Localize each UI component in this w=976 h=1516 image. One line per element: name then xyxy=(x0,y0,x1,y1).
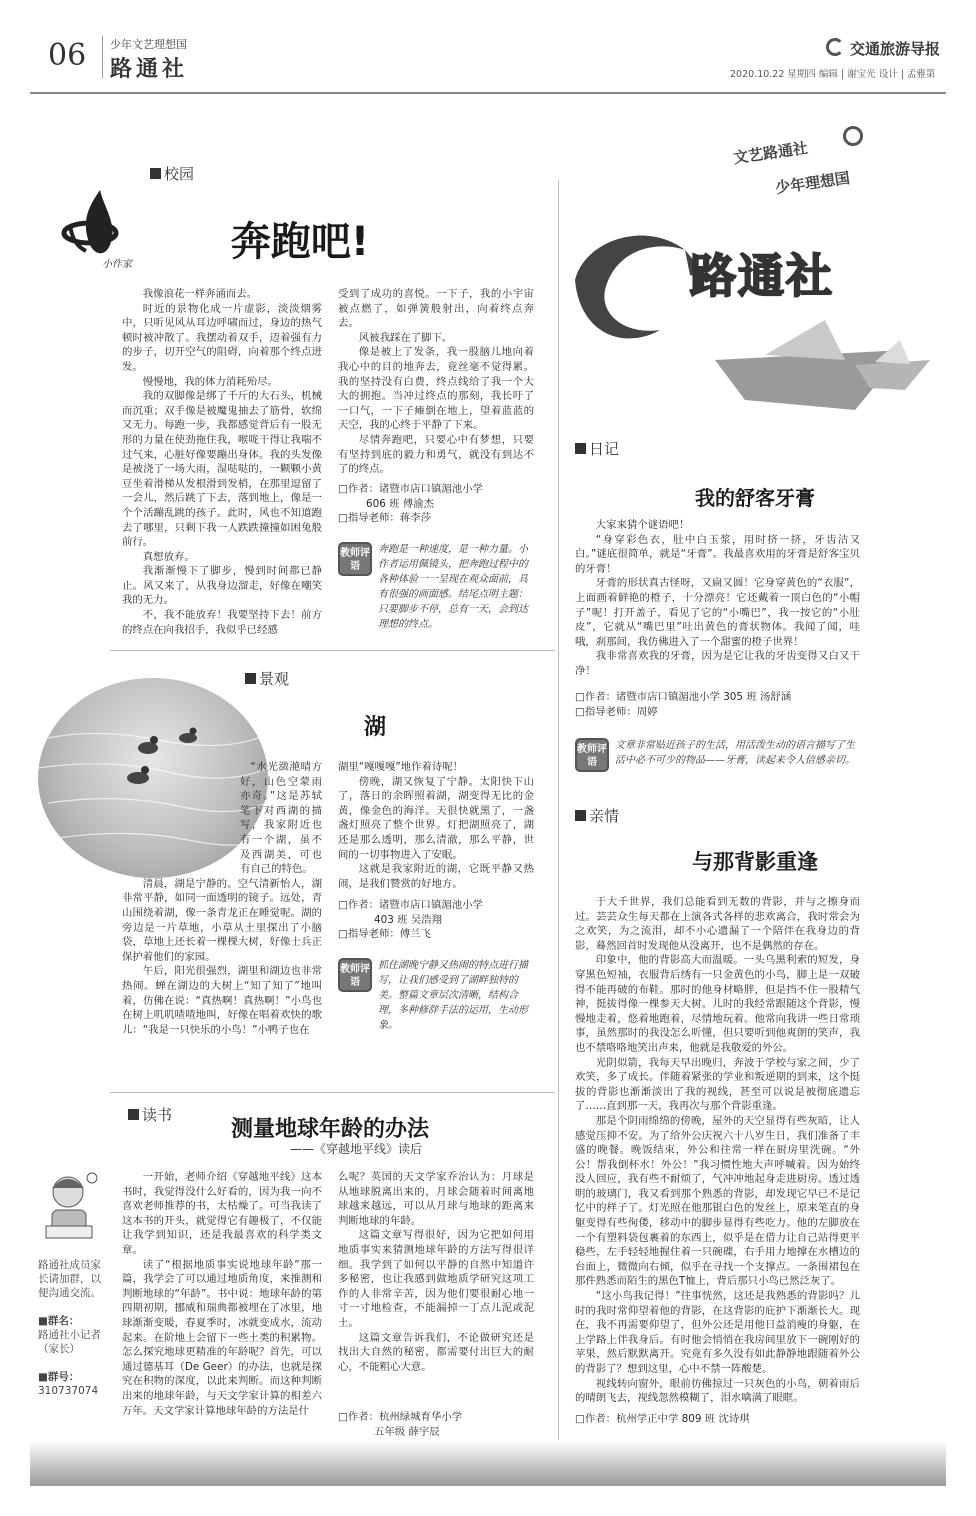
page-header xyxy=(30,30,946,90)
author-logo xyxy=(60,185,140,280)
header-rule xyxy=(30,92,946,94)
lake-comment xyxy=(338,958,534,1033)
paragraph: 我像浪花一样奔涌而去。 xyxy=(142,288,258,300)
section-tag-family: 亲情 xyxy=(575,805,619,826)
paragraph: 我的双脚像是绑了千斤的大石头，机械而沉重；双手像是被魔鬼抽去了筋骨，软绵又无力。每跑一步，我都感觉背后有一股无形的力量在使劲拖住我，喉咙干得让我喘不过气来，心脏好像要蹦出身体。我的头发像是被浇了一场大雨，湿哒哒的，一颗颗小黄豆坐着滑梯从发根滑到发梢，在那里逗留了一会儿，然后跳了下去，落到地上，像是一个个活蹦乱跳的孩子。此时，风也不知道跑去了哪里，只剩下我一人跌跌撞撞如困兔般前行。 xyxy=(122,390,322,549)
paragraph: 那是个阴雨绵绵的傍晚，屋外的天空显得有些灰暗，让人感觉压抑不安。为了给外公庆祝六十八岁生日，我们准备了丰盛的晚餐。晚饭结束，外公和往常一样在厨房里洗碗。“外公！帮我倒杯水！外公！”我习惯性地大声呼喊着。因为始终没人回应，我有些不耐烦了，气冲冲地起身走进厨房。透过透明的玻璃门，我又看到那个熟悉的背影，却发现它早已不是记忆中的样子了。灯光照在他那银白色的发丝上，原来笔直的身躯变得有些佝偻，移动中的脚步显得有些吃力。他的左脚放在一个有塑料袋包裹着的东西上，似乎是在借力让自己站得更平稳些，左手轻轻地握住着一只碗碟，右手用力地撑在水槽边的台面上，微微向右倾，似乎在寻找一个支撑点。一条围裙包在那件熟悉而陌生的黑色T恤上，背后那只小鸟已然泛灰了。 xyxy=(575,1114,860,1288)
campus-col2 xyxy=(338,287,534,476)
paragraph: 这就是我家附近的湖，它既平静又热闹，是我们赞赏的好地方。 xyxy=(338,863,534,890)
brush-logo-icon xyxy=(60,185,140,265)
paragraph: 这篇文章写得很好，因为它把如何用地质事实来猜测地球年龄的方法写得很详细。我学到了如何以平静的自然中知道许多秘密，也让我感到做地质学研究这项工作的人非常辛苦，因为他们要很耐心地一寸一寸地检查，不能漏掉一丁点儿泥或泥土。 xyxy=(338,1229,534,1329)
teacher-comment-badge: 教师评语 xyxy=(338,958,372,992)
header-divider xyxy=(102,36,103,78)
paragraph: 牙膏的形状真古怪呀，又扁又圆！它身穿黄色的“衣服”，上面画着鲜艳的橙子，十分漂亮！它还戴着一顶白色的“小帽子”呢！打开盖子，看见了它的“小嘴巴”，我一按它的“小肚皮”，它就从“嘴巴里”吐出黄色的膏状物体。我闻了闻，哇哦，刹那间，我仿佛进入了一个甜蜜的橙子世界！ xyxy=(575,577,860,648)
paragraph: 真想放弃。 xyxy=(142,550,195,563)
group-no: 310737074 xyxy=(38,1385,99,1397)
author-class: 403 班 吴浩翔 xyxy=(374,913,443,926)
magnifier-icon xyxy=(843,126,863,146)
lake-col1 xyxy=(122,760,322,1086)
reading-subtitle: ——《穿越地平线》读后 xyxy=(290,1142,423,1156)
author-class: 606 班 傅渝杰 xyxy=(366,497,435,510)
footer-band xyxy=(30,1440,946,1486)
brand-area xyxy=(565,120,945,440)
diary-body xyxy=(575,518,860,678)
paper-logo-icon xyxy=(826,38,844,56)
campus-title: 奔跑吧! xyxy=(230,219,370,265)
family-body xyxy=(575,895,860,1405)
reading-illustration xyxy=(40,1168,102,1248)
paragraph: 不，我不能放弃！我要坚持下去！前方的终点在向我招手，我似乎已经感 xyxy=(122,609,322,636)
lake-title: 湖 xyxy=(363,715,386,740)
paragraph: 我渐渐慢下了脚步，慢到时间都已静止。风又来了，从我身边溜走，好像在嘲笑我的无力。 xyxy=(122,565,322,607)
paragraph: 慢慢地，我的体力消耗殆尽。 xyxy=(142,375,278,388)
author-line: □作者：诸暨市店口镇湄池小学 305 班 汤舒涵 xyxy=(575,691,792,703)
paragraph: 大家来猜个谜语吧！ xyxy=(595,519,690,531)
section-rule-2 xyxy=(110,1092,555,1093)
paragraph: 么呢？英国的天文学家乔治认为：月球是从地球脱离出来的，月球会随着时间离地球越来越远，可以从月球与地球的距离来判断地球的年龄。 xyxy=(338,1171,534,1227)
paragraph: 风被我踩在了脚下。 xyxy=(358,331,453,344)
paragraph: 这篇文章告诉我们，不论做研究还是找出大自然的秘密，都需要付出巨大的耐心，不能粗心大意。 xyxy=(338,1331,534,1373)
brand-big: 路通社 xyxy=(690,249,834,303)
comment-text: 奔跑是一种速度，是一种力量。小作者运用佩镜头，把奔跑过程中的各种体验一一呈现在观众面前，具有很强的画面感。结尾点明主题：只要脚步不停，总有一天，会到达理想的终点。 xyxy=(378,544,528,630)
header-kicker: 少年文艺理想国 xyxy=(110,38,187,51)
paragraph: 像是被上了发条，我一股脑儿地向着我心中的目的地奔去，竟丝毫不觉得累。我的坚持没有白费，终点线给了我一个大大的拥抱。当冲过终点的那刻，我长吁了一口气，一下子瘫倒在地上，望着蓝蓝的天空，我的心终于平静了下来。 xyxy=(338,346,534,432)
sidebar-intro: 路通社成员家长请加群，以便沟通交流。 xyxy=(38,1259,101,1299)
paper-name: 交通旅游导报 xyxy=(850,40,941,58)
paragraph: “身穿彩色衣，肚中白玉浆，用时挤一挤，牙齿洁又白。”谜底很简单，就是“牙膏”。我最喜欢用的牙膏是舒客宝贝的牙膏！ xyxy=(575,533,860,575)
paragraph: 一开始，老师介绍《穿越地平线》这本书时，我觉得没什么好看的，因为我一向不喜欢老师推荐的书，太枯燥了。可当我读了这本书的开头，就觉得它有趣极了，不仅能让我学到知识，还是我最喜欢的科学类文章。 xyxy=(122,1171,322,1256)
teacher-comment-badge: 教师评语 xyxy=(575,738,609,772)
reading-title: 测量地球年龄的办法 xyxy=(230,1117,429,1142)
author-class: 五年级 薛宇辰 xyxy=(374,1425,440,1438)
teacher-line: □指导老师：周婷 xyxy=(575,705,658,718)
paragraph: 视线转向窗外，眼前仿佛掠过一只灰色的小鸟，朝着雨后的晴朗飞去，视线忽然模糊了，泪水噙满了眼眶。 xyxy=(575,1377,860,1405)
paragraph: 清晨，湖是宁静的。空气清新怡人，湖非常平静，如同一面透明的镜子。远处，青山围绕着湖，像一条青龙正在睡觉呢。湖的旁边是一片草地，小草从土里探出了小脑袋，草地上还长着一棵棵大树，好像士兵正保护着他们的家园。 xyxy=(122,877,322,963)
paragraph: 时近的景物化成一片虚影，淡淡烟雾中，只听见风从耳边呼啸而过，身边的热气顿时被冲散了。我摆动着双手，迈着强有力的步子，切开空气的阻碍，向着那个终点迸发。 xyxy=(122,302,322,373)
column-rule xyxy=(558,180,559,1460)
diary-title: 我的舒客牙膏 xyxy=(695,486,815,510)
diary-comment xyxy=(575,738,860,772)
paragraph: 湖里“嘎嘎嘎”地作着诗呢！ xyxy=(338,761,464,773)
reading-col1 xyxy=(122,1170,322,1460)
reading-col2 xyxy=(338,1170,534,1375)
girl-reading-icon xyxy=(40,1168,102,1248)
comment-text: 抓住湖晚宁静又热闹的特点进行描写，让我们感受到了湖畔独特的美。整篇文章层次清晰，结构合理，多种修辞手法的运用，生动形象。 xyxy=(378,960,528,1031)
qq-group-sidebar xyxy=(38,1258,102,1398)
paragraph: 我非常喜欢我的牙膏，因为是它让我的牙齿变得又白又干净！ xyxy=(575,650,860,677)
teacher-line: □指导老师：傅兰飞 xyxy=(338,928,431,941)
group-name: 路通社小记者（家长） xyxy=(38,1329,101,1355)
brand-line2: 少年理想国 xyxy=(774,168,851,198)
lake-byline xyxy=(338,898,534,942)
group-no-label: ■群号： xyxy=(38,1371,80,1383)
paragraph: 尽情奔跑吧，只要心中有梦想，只要有坚持到底的毅力和勇气，就没有到达不了的终点。 xyxy=(338,433,534,476)
family-title: 与那背影重逢 xyxy=(692,850,818,874)
section-rule-1 xyxy=(110,650,555,651)
teacher-comment-badge: 教师评语 xyxy=(338,542,372,576)
paragraph: “水光潋滟晴方好，山色空蒙雨亦奇。”这是苏轼笔下对西湖的描写，我家附近也有一个湖，虽不及西湖美，可也有自己的特色。 xyxy=(240,761,322,876)
brand-line1: 文艺路通社 xyxy=(732,138,809,168)
section-tag-scenery: 景观 xyxy=(245,668,289,689)
paragraph: 光阴似箭，我每天早出晚归，奔波于学校与家之间，少了欢笑，多了成长。伴随着紧张的学业和叛逆期的到来，这个挺拔的背影也渐渐淡出了我的视线，甚至可以说是被彻底遗忘了……直到那一天，我再次与那个背影重逢。 xyxy=(575,1056,860,1113)
author-line: □作者：杭州绿城育华小学 xyxy=(338,1411,463,1423)
paragraph: 印象中，他的背影高大而温暖。一头乌黑利索的短发，身穿黑色短袖，衣服背后绣有一只金黄色的小鸟，脚上是一双破得不能再破的布鞋。那时的他身材略胖，但是挡不住一股精气神，挺拔得像一棵参天大树。儿时的我经常跟随这个背影，慢慢地走着，悠着地跑着，尽情地玩着。他常向我讲一些日常琐事，虽然那时的我没怎么听懂，但只要听到他爽朗的笑声，我也不禁咯咯地笑出声来，他就是我敬爱的外公。 xyxy=(575,954,860,1054)
author-line: □作者：杭州学正中学 809 班 沈诗琪 xyxy=(575,1413,750,1425)
campus-comment xyxy=(338,542,534,632)
teacher-line: □指导老师：蒋李莎 xyxy=(338,512,431,525)
paragraph: 傍晚，湖又恢复了宁静。太阳快下山了，落日的余晖照着湖，湖变得无比的金黄，像金色的海洋。天很快就黑了，一盏盏灯照亮了整个世界。灯把湖照亮了，湖还是那么透明，那么清澈，那么平静，世间的一切事物进入了安眠。 xyxy=(338,775,534,861)
campus-byline xyxy=(338,482,534,526)
logo-caption: 小作家 xyxy=(102,259,132,270)
section-tag-campus: 校园 xyxy=(150,163,194,184)
paragraph: 午后，阳光很强烈，湖里和湖边也非常热闹。蝉在湖边的大树上“知了知了”地叫着，仿佛在说：“真热啊！真热啊！”小鸟也在树上叽叽喳喳地叫，好像在唱着欢快的歌儿：“我是一只快乐的小鸟！”小鸭子也在 xyxy=(122,965,322,1036)
section-tag-diary: 日记 xyxy=(575,438,619,459)
comment-text: 文章非常贴近孩子的生活，用活泼生动的语言描写了生活中必不可少的物品——牙膏，读起来令人倍感亲切。 xyxy=(615,740,855,766)
paper-boats-icon xyxy=(705,320,935,420)
lake-col2 xyxy=(338,760,534,890)
author-line: □作者：诸暨市店口镇湄池小学 xyxy=(338,483,483,495)
section-tag-reading: 读书 xyxy=(128,1104,172,1125)
paragraph: 于大千世界，我们总能看到无数的背影，并与之擦身而过。芸芸众生每天都在上演各式各样的悲欢离合，我时常会为之欢笑，为之流泪，却不小心遗漏了一个陪伴在我身边的背影，蓦然回首时发现他从没离开，也不是偶然的存在。 xyxy=(575,896,860,952)
page-number: 06 xyxy=(48,38,87,73)
header-meta: 2020.10.22 星期四 编辑 | 谢宝光 设计 | 孟雅第 xyxy=(730,69,936,80)
diary-byline xyxy=(575,690,875,719)
paragraph: “这小鸟我记得！”往事恍然，这还是我熟悉的背影吗？儿时的我时常仰望着他的背影，在这背影的庇护下渐渐长大。现在，我不再需要仰望了，但外公还是用他日益消瘦的身躯，在上学路上伴我身后。有时他会悄悄在我房间里放下一碗刚好的苹果，然后默默离开。究竟有多久没有如此静静地跟随着外公的背影了？想到这里，心中不禁一阵酸楚。 xyxy=(575,1290,860,1375)
author-line: □作者：诸暨市店口镇湄池小学 xyxy=(338,899,483,911)
campus-col1 xyxy=(122,287,322,639)
paragraph: 受到了成功的喜悦。一下子，我的小宇宙被点燃了，如弹簧般射出，向着终点奔去。 xyxy=(338,288,534,330)
family-byline xyxy=(575,1412,875,1427)
paragraph: 读了“根据地质事实说地球年龄”那一篇，我学会了可以通过地质角度，来推测和判断地球的“年龄”。书中说：地球年龄的第四期初期，挪威和瑞典都被埋在了冰里，地球渐渐变暖，春夏季时，冰就变成水，流动起来。在阶地上会留下一些土类的积累物。怎么探究地球更精准的年龄呢？首先，可以通过德基耳（De Geer）的办法，也就是探究在积物的深度，以此来判断。而这种判断出来的地球年龄，与天文学家计算的相差六万年。天文学家计算地球年龄的方法是什 xyxy=(122,1258,322,1417)
header-column: 路通社 xyxy=(110,57,189,82)
group-name-label: ■群名： xyxy=(38,1315,80,1327)
